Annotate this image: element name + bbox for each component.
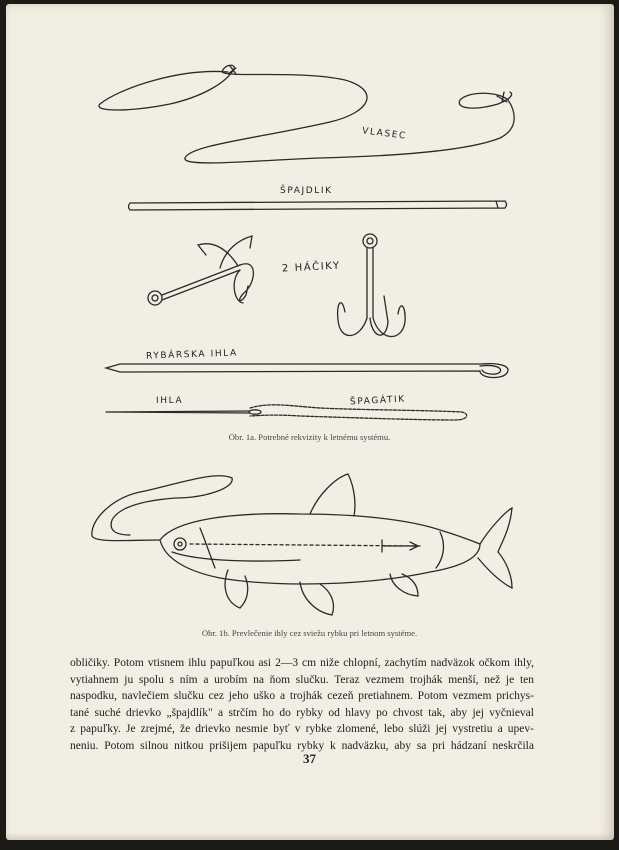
figure-1b-caption: Obr. 1b. Prevlečenie ihly cez sviežu rybku pri letnom systéme. <box>201 628 418 638</box>
label-ihla: IHLA <box>156 396 184 406</box>
text-line: tané suché drievko „špajdlík" a strčím ho do rybky od hlavy po chvost tak, aby jej vyčnieval <box>70 706 534 719</box>
body-text <box>70 655 534 754</box>
text-line: obličiky. Potom vtisnem ihlu papuľkou asi 2—3 cm niže chlopní, zachytím nadväzok očkom ihly, <box>70 657 534 669</box>
leader-line-drawing <box>92 476 232 541</box>
label-rybarska-ihla: RYBÁRSKA IHLA <box>145 348 238 362</box>
label-spagatik: ŠPAGÁTIK <box>349 394 407 408</box>
label-vlasec: VLASEC <box>361 126 408 142</box>
text-line: vytiahnem ju spolu s ním a urobím na ňom slučku. Teraz vezmem trojhák menší, než je ten <box>70 673 534 686</box>
text-line: z papuľky. Je zrejmé, že drievko nesmie byť v rybke zlomené, lebo slúži jej vystretiu a upev- <box>70 723 534 735</box>
text-line: neniu. Potom silnou nitkou prišijem papuľku rybky k nadväzku, aby sa pri hádzaní neskrčila <box>70 739 534 752</box>
text-line: naspodku, navlečiem slučku cez jeho uško a trojhák cezeň pretiahnem. Potom vezmem prichys- <box>70 690 534 702</box>
fish-drawing <box>160 474 512 615</box>
label-spajdlik: ŠPAJDLIK <box>280 186 333 196</box>
page-number: 37 <box>303 751 316 766</box>
figure-1a-caption: Obr. 1a. Potrebné rekvizity k letnému systému. <box>228 432 391 442</box>
label-hacik: 2 HÁČIKY <box>281 260 342 275</box>
